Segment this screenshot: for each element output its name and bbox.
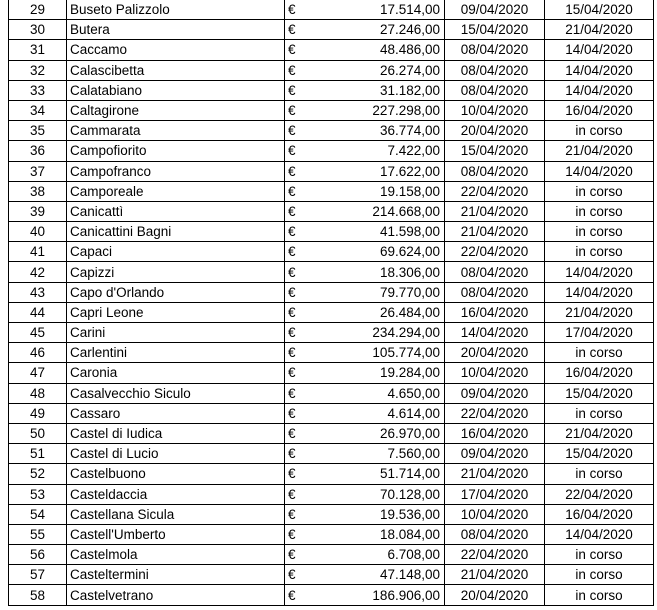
date-start-cell: 21/04/2020: [445, 222, 545, 242]
currency-symbol-cell: €: [285, 423, 300, 443]
row-number-cell: 53: [9, 484, 67, 504]
date-end-cell: in corso: [545, 121, 654, 141]
amount-cell: 234.294,00: [300, 323, 445, 343]
date-start-cell: 08/04/2020: [445, 262, 545, 282]
amount-cell: 19.284,00: [300, 363, 445, 383]
row-number-cell: 42: [9, 262, 67, 282]
table-row: [9, 181, 654, 201]
date-end-cell: 21/04/2020: [545, 302, 654, 322]
amount-cell: 105.774,00: [300, 343, 445, 363]
amount-cell: 31.182,00: [300, 80, 445, 100]
date-end-cell: 14/04/2020: [545, 40, 654, 60]
currency-symbol-cell: €: [285, 60, 300, 80]
currency-symbol-cell: €: [285, 100, 300, 120]
row-number-cell: 50: [9, 423, 67, 443]
municipality-cell: Calatabiano: [67, 80, 285, 100]
amount-cell: 70.128,00: [300, 484, 445, 504]
date-start-cell: 08/04/2020: [445, 60, 545, 80]
row-number-cell: 40: [9, 222, 67, 242]
currency-symbol-cell: €: [285, 141, 300, 161]
municipality-cell: Casteltermini: [67, 565, 285, 585]
date-end-cell: 22/04/2020: [545, 484, 654, 504]
amount-cell: 47.148,00: [300, 565, 445, 585]
date-end-cell: 16/04/2020: [545, 504, 654, 524]
amount-cell: 51.714,00: [300, 464, 445, 484]
currency-symbol-cell: €: [285, 545, 300, 565]
date-end-cell: in corso: [545, 585, 654, 605]
row-number-cell: 48: [9, 383, 67, 403]
currency-symbol-cell: €: [285, 403, 300, 423]
municipality-cell: Capo d'Orlando: [67, 282, 285, 302]
table-row: [9, 40, 654, 60]
municipality-cell: Castelmola: [67, 545, 285, 565]
row-number-cell: 49: [9, 403, 67, 423]
row-number-cell: 45: [9, 323, 67, 343]
date-start-cell: 15/04/2020: [445, 141, 545, 161]
currency-symbol-cell: €: [285, 585, 300, 605]
row-number-cell: 33: [9, 80, 67, 100]
table-row: [9, 0, 654, 20]
currency-symbol-cell: €: [285, 524, 300, 544]
municipality-cell: Casalvecchio Siculo: [67, 383, 285, 403]
currency-symbol-cell: €: [285, 484, 300, 504]
currency-symbol-cell: €: [285, 464, 300, 484]
row-number-cell: 38: [9, 181, 67, 201]
amount-cell: 4.614,00: [300, 403, 445, 423]
municipality-cell: Campofiorito: [67, 141, 285, 161]
municipality-cell: Capri Leone: [67, 302, 285, 322]
row-number-cell: 51: [9, 444, 67, 464]
date-end-cell: 14/04/2020: [545, 80, 654, 100]
amount-cell: 6.708,00: [300, 545, 445, 565]
row-number-cell: 31: [9, 40, 67, 60]
date-end-cell: 14/04/2020: [545, 161, 654, 181]
currency-symbol-cell: €: [285, 282, 300, 302]
date-end-cell: in corso: [545, 403, 654, 423]
municipality-cell: Canicattì: [67, 201, 285, 221]
municipality-cell: Caccamo: [67, 40, 285, 60]
municipality-cell: Castelbuono: [67, 464, 285, 484]
date-start-cell: 08/04/2020: [445, 40, 545, 60]
table-row: [9, 60, 654, 80]
municipality-cell: Calascibetta: [67, 60, 285, 80]
date-start-cell: 16/04/2020: [445, 302, 545, 322]
date-start-cell: 20/04/2020: [445, 343, 545, 363]
municipalities-table: [8, 0, 654, 606]
row-number-cell: 44: [9, 302, 67, 322]
row-number-cell: 39: [9, 201, 67, 221]
amount-cell: 69.624,00: [300, 242, 445, 262]
date-end-cell: in corso: [545, 181, 654, 201]
date-end-cell: 14/04/2020: [545, 282, 654, 302]
municipality-cell: Campofranco: [67, 161, 285, 181]
row-number-cell: 29: [9, 0, 67, 20]
row-number-cell: 55: [9, 524, 67, 544]
currency-symbol-cell: €: [285, 343, 300, 363]
date-start-cell: 09/04/2020: [445, 0, 545, 20]
date-start-cell: 10/04/2020: [445, 363, 545, 383]
currency-symbol-cell: €: [285, 242, 300, 262]
table-row: [9, 302, 654, 322]
table-row: [9, 80, 654, 100]
table-row: [9, 383, 654, 403]
table-row: [9, 201, 654, 221]
table-row: [9, 343, 654, 363]
municipality-cell: Cammarata: [67, 121, 285, 141]
table-row: [9, 222, 654, 242]
currency-symbol-cell: €: [285, 504, 300, 524]
date-start-cell: 21/04/2020: [445, 565, 545, 585]
date-start-cell: 10/04/2020: [445, 100, 545, 120]
currency-symbol-cell: €: [285, 383, 300, 403]
currency-symbol-cell: €: [285, 302, 300, 322]
municipality-cell: Caltagirone: [67, 100, 285, 120]
row-number-cell: 57: [9, 565, 67, 585]
row-number-cell: 30: [9, 20, 67, 40]
date-start-cell: 21/04/2020: [445, 464, 545, 484]
date-start-cell: 20/04/2020: [445, 585, 545, 605]
amount-cell: 18.084,00: [300, 524, 445, 544]
table-row: [9, 403, 654, 423]
date-start-cell: 20/04/2020: [445, 121, 545, 141]
currency-symbol-cell: €: [285, 0, 300, 20]
amount-cell: 4.650,00: [300, 383, 445, 403]
municipality-cell: Cassaro: [67, 403, 285, 423]
date-start-cell: 17/04/2020: [445, 484, 545, 504]
municipality-cell: Castel di Iudica: [67, 423, 285, 443]
amount-cell: 214.668,00: [300, 201, 445, 221]
amount-cell: 26.484,00: [300, 302, 445, 322]
date-start-cell: 09/04/2020: [445, 383, 545, 403]
currency-symbol-cell: €: [285, 222, 300, 242]
amount-cell: 48.486,00: [300, 40, 445, 60]
row-number-cell: 47: [9, 363, 67, 383]
currency-symbol-cell: €: [285, 121, 300, 141]
currency-symbol-cell: €: [285, 444, 300, 464]
amount-cell: 18.306,00: [300, 262, 445, 282]
row-number-cell: 43: [9, 282, 67, 302]
amount-cell: 26.274,00: [300, 60, 445, 80]
date-end-cell: 21/04/2020: [545, 20, 654, 40]
table-row: [9, 20, 654, 40]
amount-cell: 27.246,00: [300, 20, 445, 40]
municipality-cell: Castellana Sicula: [67, 504, 285, 524]
amount-cell: 79.770,00: [300, 282, 445, 302]
date-end-cell: 15/04/2020: [545, 444, 654, 464]
date-end-cell: in corso: [545, 242, 654, 262]
table-row: [9, 242, 654, 262]
date-start-cell: 08/04/2020: [445, 161, 545, 181]
municipality-cell: Castelvetrano: [67, 585, 285, 605]
date-end-cell: in corso: [545, 222, 654, 242]
row-number-cell: 41: [9, 242, 67, 262]
municipality-cell: Buseto Palizzolo: [67, 0, 285, 20]
currency-symbol-cell: €: [285, 80, 300, 100]
row-number-cell: 34: [9, 100, 67, 120]
table-row: [9, 100, 654, 120]
date-end-cell: 16/04/2020: [545, 363, 654, 383]
table-row: [9, 565, 654, 585]
municipality-cell: Carlentini: [67, 343, 285, 363]
date-end-cell: 21/04/2020: [545, 423, 654, 443]
amount-cell: 186.906,00: [300, 585, 445, 605]
table-body: [9, 0, 654, 605]
amount-cell: 19.536,00: [300, 504, 445, 524]
date-start-cell: 08/04/2020: [445, 282, 545, 302]
date-start-cell: 14/04/2020: [445, 323, 545, 343]
date-end-cell: 17/04/2020: [545, 323, 654, 343]
date-end-cell: in corso: [545, 464, 654, 484]
table-row: [9, 545, 654, 565]
date-start-cell: 22/04/2020: [445, 242, 545, 262]
municipality-cell: Carini: [67, 323, 285, 343]
row-number-cell: 54: [9, 504, 67, 524]
date-end-cell: 15/04/2020: [545, 0, 654, 20]
currency-symbol-cell: €: [285, 363, 300, 383]
municipality-cell: Butera: [67, 20, 285, 40]
row-number-cell: 52: [9, 464, 67, 484]
table-row: [9, 141, 654, 161]
amount-cell: 26.970,00: [300, 423, 445, 443]
currency-symbol-cell: €: [285, 161, 300, 181]
date-end-cell: 14/04/2020: [545, 262, 654, 282]
row-number-cell: 32: [9, 60, 67, 80]
municipality-cell: Caronia: [67, 363, 285, 383]
date-end-cell: 15/04/2020: [545, 383, 654, 403]
date-start-cell: 08/04/2020: [445, 524, 545, 544]
date-start-cell: 10/04/2020: [445, 504, 545, 524]
table-row: [9, 121, 654, 141]
table-row: [9, 464, 654, 484]
currency-symbol-cell: €: [285, 181, 300, 201]
date-end-cell: 16/04/2020: [545, 100, 654, 120]
amount-cell: 227.298,00: [300, 100, 445, 120]
row-number-cell: 37: [9, 161, 67, 181]
table-row: [9, 363, 654, 383]
amount-cell: 41.598,00: [300, 222, 445, 242]
row-number-cell: 35: [9, 121, 67, 141]
table-row: [9, 504, 654, 524]
currency-symbol-cell: €: [285, 262, 300, 282]
date-start-cell: 22/04/2020: [445, 181, 545, 201]
currency-symbol-cell: €: [285, 323, 300, 343]
date-end-cell: in corso: [545, 565, 654, 585]
row-number-cell: 46: [9, 343, 67, 363]
date-start-cell: 22/04/2020: [445, 403, 545, 423]
amount-cell: 7.560,00: [300, 444, 445, 464]
date-end-cell: 21/04/2020: [545, 141, 654, 161]
date-end-cell: in corso: [545, 201, 654, 221]
date-end-cell: in corso: [545, 343, 654, 363]
date-end-cell: 14/04/2020: [545, 60, 654, 80]
row-number-cell: 36: [9, 141, 67, 161]
currency-symbol-cell: €: [285, 201, 300, 221]
date-start-cell: 22/04/2020: [445, 545, 545, 565]
date-start-cell: 08/04/2020: [445, 80, 545, 100]
date-start-cell: 09/04/2020: [445, 444, 545, 464]
amount-cell: 7.422,00: [300, 141, 445, 161]
municipality-cell: Castel di Lucio: [67, 444, 285, 464]
amount-cell: 19.158,00: [300, 181, 445, 201]
municipality-cell: Casteldaccia: [67, 484, 285, 504]
table-row: [9, 484, 654, 504]
amount-cell: 36.774,00: [300, 121, 445, 141]
municipality-cell: Camporeale: [67, 181, 285, 201]
date-end-cell: in corso: [545, 545, 654, 565]
table-row: [9, 585, 654, 605]
table-row: [9, 323, 654, 343]
table-row: [9, 282, 654, 302]
table-row: [9, 262, 654, 282]
currency-symbol-cell: €: [285, 565, 300, 585]
municipality-cell: Capizzi: [67, 262, 285, 282]
table-row: [9, 444, 654, 464]
row-number-cell: 58: [9, 585, 67, 605]
date-start-cell: 21/04/2020: [445, 201, 545, 221]
table-row: [9, 524, 654, 544]
currency-symbol-cell: €: [285, 40, 300, 60]
date-start-cell: 16/04/2020: [445, 423, 545, 443]
date-start-cell: 15/04/2020: [445, 20, 545, 40]
table-row: [9, 161, 654, 181]
amount-cell: 17.514,00: [300, 0, 445, 20]
table-row: [9, 423, 654, 443]
municipality-cell: Castell'Umberto: [67, 524, 285, 544]
row-number-cell: 56: [9, 545, 67, 565]
municipality-cell: Capaci: [67, 242, 285, 262]
currency-symbol-cell: €: [285, 20, 300, 40]
municipality-cell: Canicattini Bagni: [67, 222, 285, 242]
date-end-cell: 14/04/2020: [545, 524, 654, 544]
amount-cell: 17.622,00: [300, 161, 445, 181]
